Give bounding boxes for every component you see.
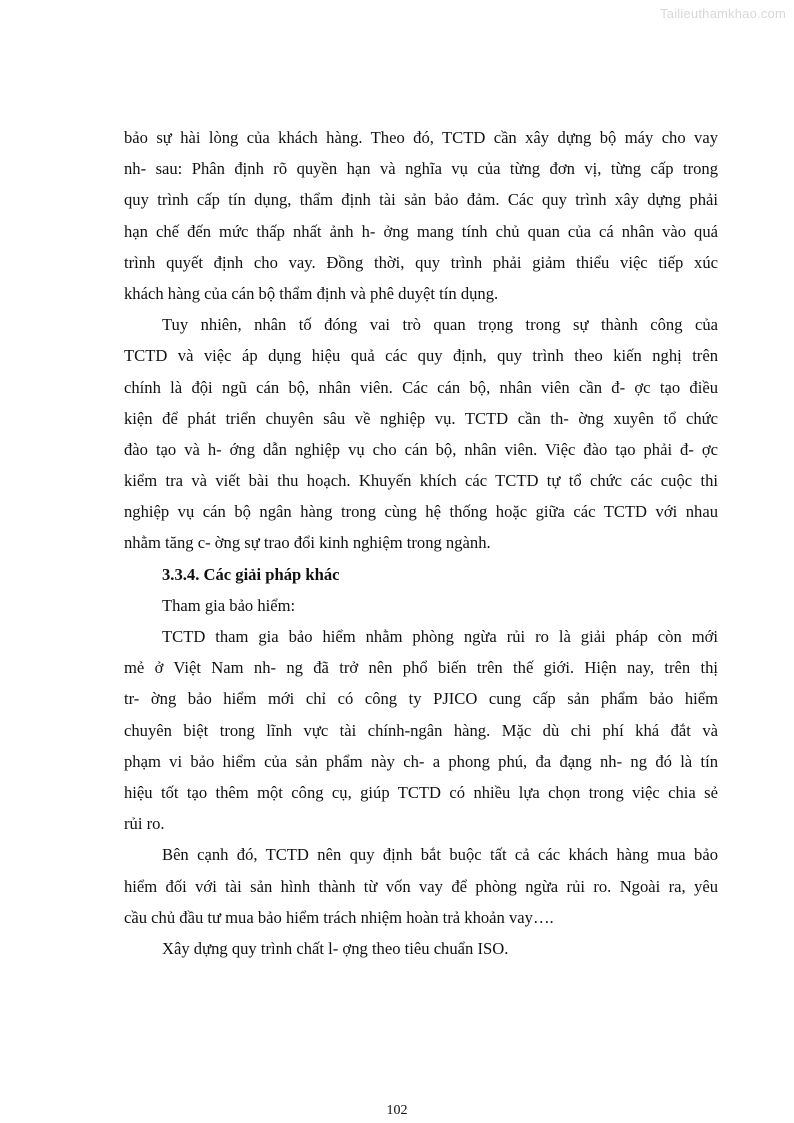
body-line: rủi ro. <box>124 814 165 834</box>
body-line: Xây dựng quy trình chất l- ợng theo tiêu chuẩn ISO. <box>162 938 509 958</box>
body-line: hiểm đối với tài sản hình thành từ vốn vay để phòng ngừa rủi ro. Ngoài ra, yêu <box>124 876 718 896</box>
body-line: quy trình cấp tín dụng, thẩm định tài sản bảo đảm. Các quy trình xây dựng phải <box>124 190 718 210</box>
body-line: tr- ờng bảo hiểm mới chỉ có công ty PJICO cung cấp sản phẩm bảo hiểm <box>124 689 718 709</box>
body-line: cầu chủ đầu tư mua bảo hiểm trách nhiệm hoàn trả khoản vay…. <box>124 907 554 927</box>
body-line: đào tạo và h- ớng dẫn nghiệp vụ cho cán bộ, nhân viên. Việc đào tạo phải đ- ợc <box>124 439 718 459</box>
section-heading: 3.3.4. Các giải pháp khác <box>162 564 340 584</box>
body-line: khách hàng của cán bộ thẩm định và phê duyệt tín dụng. <box>124 283 499 303</box>
body-line: hiệu tốt tạo thêm một công cụ, giúp TCTD có nhiều lựa chọn trong việc chia sẻ <box>124 782 718 802</box>
page-number: 102 <box>386 1103 408 1118</box>
body-line: chính là đội ngũ cán bộ, nhân viên. Các cán bộ, nhân viên cần đ- ợc tạo điều <box>124 377 718 397</box>
body-line: Tuy nhiên, nhân tố đóng vai trò quan trọng trong sự thành công của <box>162 315 718 335</box>
body-line: TCTD tham gia bảo hiểm nhằm phòng ngừa rủi ro là giải pháp còn mới <box>162 627 718 646</box>
body-line: kiểm tra và viết bài thu hoạch. Khuyến khích các TCTD tự tổ chức các cuộc thi <box>124 471 718 491</box>
document-body <box>124 122 718 964</box>
body-line: nghiệp vụ cán bộ ngân hàng trong cùng hệ thống hoặc giữa các TCTD với nhau <box>124 502 718 522</box>
body-line: nhằm tăng c- ờng sự trao đổi kinh nghiệm trong ngành. <box>124 533 491 553</box>
body-line: kiện để phát triển chuyên sâu về nghiệp vụ. TCTD cần th- ờng xuyên tổ chức <box>124 408 718 428</box>
body-line: mẻ ở Việt Nam nh- ng đã trở nên phổ biến trên thế giới. Hiện nay, trên thị <box>124 658 718 678</box>
body-line: TCTD và việc áp dụng hiệu quả các quy định, quy trình theo kiến nghị trên <box>124 346 718 366</box>
watermark-text: Tailieuthamkhao.com <box>660 6 786 21</box>
subsection-label: Tham gia bảo hiểm: <box>162 595 296 615</box>
body-line: trình quyết định cho vay. Đồng thời, quy trình phải giảm thiểu việc tiếp xúc <box>124 252 718 272</box>
body-line: Bên cạnh đó, TCTD nên quy định bắt buộc tất cả các khách hàng mua bảo <box>162 845 718 865</box>
body-line: bảo sự hài lòng của khách hàng. Theo đó, TCTD cần xây dựng bộ máy cho vay <box>124 128 718 147</box>
body-line: nh- sau: Phân định rõ quyền hạn và nghĩa vụ của từng đơn vị, từng cấp trong <box>124 159 718 179</box>
body-line: phạm vi bảo hiểm của sản phẩm này ch- a phong phú, đa đạng nh- ng đó là tín <box>124 751 718 771</box>
body-line: chuyên biệt trong lĩnh vực tài chính-ngân hàng. Mặc dù chi phí khá đắt và <box>124 720 718 740</box>
body-line: hạn chế đến mức thấp nhất ảnh h- ởng mang tính chủ quan của cá nhân vào quá <box>124 221 718 241</box>
